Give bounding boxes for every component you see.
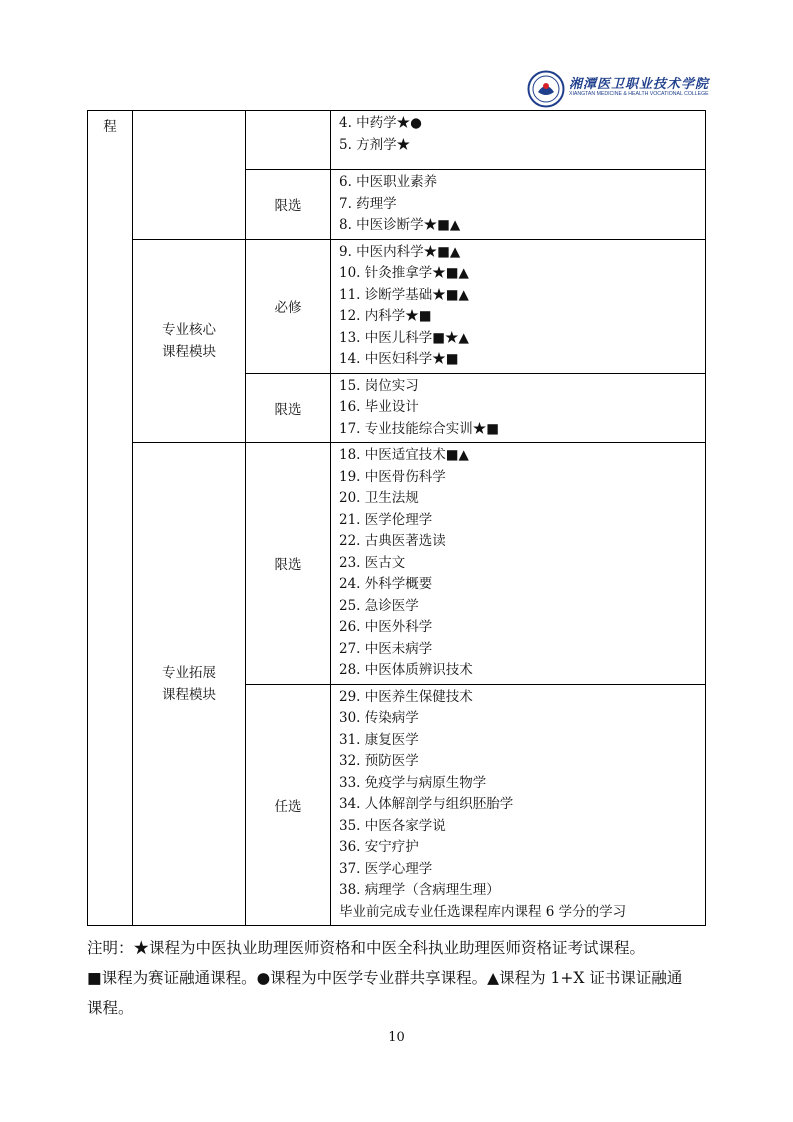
course-item: 20. 卫生法规 bbox=[339, 490, 419, 506]
course-list-cell bbox=[331, 443, 706, 685]
table-row bbox=[88, 443, 706, 685]
module-name: 专业核心 bbox=[162, 321, 216, 338]
course-item: 19. 中医骨伤科学 bbox=[339, 468, 446, 485]
course-item: 27. 中医未病学 bbox=[339, 640, 433, 657]
course-item: 38. 病理学（含病理生理） bbox=[339, 882, 500, 898]
module-name: 课程模块 bbox=[162, 687, 216, 703]
page-number: 10 bbox=[388, 1030, 405, 1045]
course-item: 6. 中医职业素养 bbox=[339, 174, 438, 190]
course-item: 13. 中医儿科学■★▲ bbox=[339, 329, 469, 346]
module-cell bbox=[133, 111, 246, 240]
course-item: 5. 方剂学★ bbox=[339, 136, 411, 153]
course-item: 34. 人体解剖学与组织胚胎学 bbox=[339, 796, 514, 812]
course-table bbox=[87, 110, 706, 926]
page-header bbox=[527, 70, 727, 110]
course-item: 31. 康复医学 bbox=[339, 731, 419, 748]
type-cell: 限选 bbox=[246, 443, 331, 685]
module-name-cell bbox=[133, 239, 246, 443]
course-item: 15. 岗位实习 bbox=[339, 377, 419, 394]
course-item: 16. 毕业设计 bbox=[339, 399, 419, 415]
course-item: 7. 药理学 bbox=[339, 195, 397, 212]
course-item: 37. 医学心理学 bbox=[339, 860, 433, 877]
course-item: 21. 医学伦理学 bbox=[339, 511, 433, 528]
course-item: 12. 内科学★■ bbox=[339, 308, 432, 324]
course-item: 10. 针灸推拿学★■▲ bbox=[339, 265, 469, 281]
course-item: 24. 外科学概要 bbox=[339, 576, 433, 592]
course-item: 36. 安宁疗护 bbox=[339, 839, 419, 855]
course-item: 8. 中医诊断学★■▲ bbox=[339, 217, 461, 233]
course-list-cell bbox=[331, 239, 706, 373]
course-item: 17. 专业技能综合实训★■ bbox=[339, 420, 500, 437]
course-item: 26. 中医外科学 bbox=[339, 619, 433, 635]
course-item: 22. 古典医著选读 bbox=[339, 533, 446, 549]
school-name: 湘潭医卫职业技术学院 bbox=[569, 77, 710, 92]
module-name: 课程模块 bbox=[162, 343, 216, 360]
course-item: 毕业前完成专业任选课程库内课程 6 学分的学习 bbox=[339, 903, 627, 920]
module-name: 专业拓展 bbox=[162, 665, 216, 681]
table-row bbox=[88, 239, 706, 373]
course-item: 32. 预防医学 bbox=[339, 753, 419, 769]
type-cell bbox=[246, 111, 331, 170]
course-item: 25. 急诊医学 bbox=[339, 597, 419, 614]
type-cell: 任选 bbox=[246, 684, 331, 926]
course-item: 23. 医古文 bbox=[339, 554, 406, 571]
table-row bbox=[88, 111, 706, 170]
note-line: ■课程为赛证融通课程。●课程为中医学专业群共享课程。▲课程为 1+X 证书课证融通 bbox=[87, 969, 683, 987]
course-item: 29. 中医养生保健技术 bbox=[339, 688, 473, 705]
course-item: 4. 中药学★● bbox=[339, 115, 422, 131]
type-cell: 限选 bbox=[246, 373, 331, 443]
course-list-cell bbox=[331, 684, 706, 926]
course-item: 14. 中医妇科学★■ bbox=[339, 351, 459, 367]
note-line: 注明：★课程为中医执业助理医师资格和中医全科执业助理医师资格证考试课程。 bbox=[87, 939, 646, 957]
module-name-cell bbox=[133, 443, 246, 926]
school-name-en: XIANGTAN MEDICINE & HEALTH VOCATIONAL COLLEGE bbox=[569, 91, 709, 97]
course-list-cell bbox=[331, 111, 706, 170]
course-item: 9. 中医内科学★■▲ bbox=[339, 243, 461, 260]
note-line: 课程。 bbox=[87, 999, 134, 1017]
course-list-cell bbox=[331, 373, 706, 443]
college-logo-icon bbox=[527, 70, 565, 108]
course-item: 35. 中医各家学说 bbox=[339, 817, 446, 834]
course-item: 30. 传染病学 bbox=[339, 710, 419, 726]
type-cell: 必修 bbox=[246, 239, 331, 373]
course-item: 11. 诊断学基础★■▲ bbox=[339, 286, 469, 303]
course-item: 33. 免疫学与病原生物学 bbox=[339, 774, 487, 791]
course-item: 18. 中医适宜技术■▲ bbox=[339, 447, 469, 463]
course-list-cell bbox=[331, 170, 706, 240]
category-cell: 程 bbox=[88, 111, 133, 926]
course-item: 28. 中医体质辨识技术 bbox=[339, 662, 473, 678]
type-cell: 限选 bbox=[246, 170, 331, 240]
